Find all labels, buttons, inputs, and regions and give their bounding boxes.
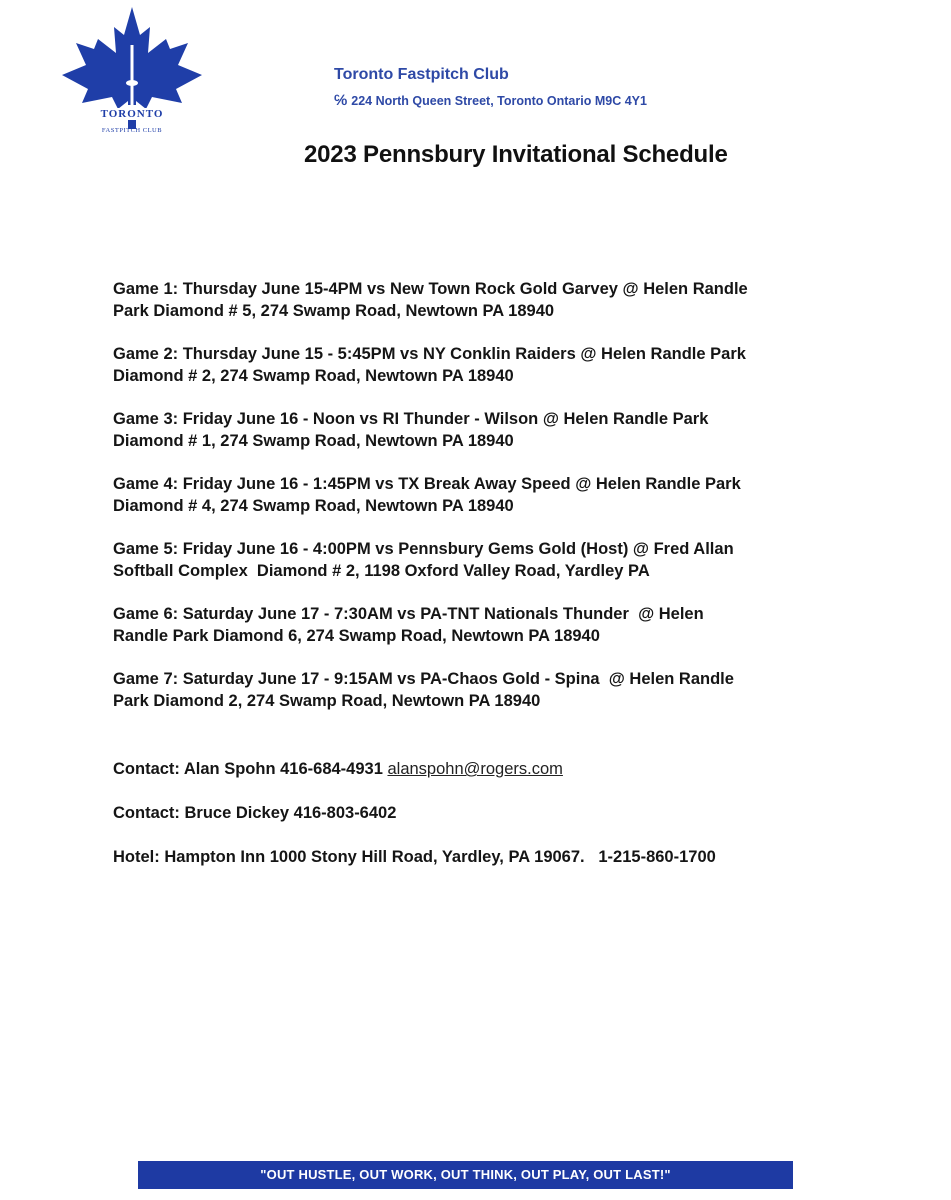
game-schedule-list [113,278,873,733]
contact-text: Contact: Alan Spohn 416-684-4931 [113,760,383,778]
page-title: 2023 Pennsbury Invitational Schedule [304,141,728,168]
logo-text-main: TORONTO [100,108,164,120]
game-line: Game 4: Friday June 16 - 1:45PM vs TX Break Away Speed @ Helen Randle Park [113,475,741,493]
game-entry-7 [113,668,873,712]
game-line: Game 2: Thursday June 15 - 5:45PM vs NY Conklin Raiders @ Helen Randle Park [113,345,746,363]
hotel-phone: 1-215-860-1700 [598,848,716,866]
email-link[interactable]: alanspohn@rogers.com [387,760,563,778]
game-line: Diamond # 1, 274 Swamp Road, Newtown PA 18940 [113,432,514,450]
game-line: Game 5: Friday June 16 - 4:00PM vs Pennsbury Gems Gold (Host) @ Fred Allan [113,540,734,558]
game-line: Game 1: Thursday June 15-4PM vs New Town Rock Gold Garvey @ Helen Randle [113,280,748,298]
hotel-info [113,846,873,868]
game-entry-3 [113,408,873,452]
club-address [334,92,647,109]
club-logo [58,5,206,141]
game-line: Softball Complex Diamond # 2, 1198 Oxford Valley Road, Yardley PA [113,562,650,580]
maple-leaf-tower-icon [58,5,206,141]
hotel-text: Hotel: Hampton Inn 1000 Stony Hill Road, Yardley, PA 19067. [113,848,585,866]
game-line: Game 6: Saturday June 17 - 7:30AM vs PA-TNT Nationals Thunder @ Helen [113,605,704,623]
logo-subtext: FASTPITCH CLUB [101,127,163,134]
motto-banner: "OUT HUSTLE, OUT WORK, OUT THINK, OUT PLAY, OUT LAST!" [138,1161,793,1189]
game-line: Park Diamond # 5, 274 Swamp Road, Newtown PA 18940 [113,302,555,320]
game-line: Game 3: Friday June 16 - Noon vs RI Thunder - Wilson @ Helen Randle Park [113,410,709,428]
contact-bruce-dickey: Contact: Bruce Dickey 416-803-6402 [113,804,397,822]
game-entry-1 [113,278,873,322]
contact-section [113,758,873,890]
club-name: Toronto Fastpitch Club [334,66,509,83]
game-line: Diamond # 4, 274 Swamp Road, Newtown PA 18940 [113,497,514,515]
game-line: Game 7: Saturday June 17 - 9:15AM vs PA-Chaos Gold - Spina @ Helen Randle [113,670,734,688]
care-of-symbol: ℅ [334,92,348,109]
logo-wordmark [58,108,206,120]
game-entry-6 [113,603,873,647]
game-entry-4 [113,473,873,517]
game-entry-5 [113,538,873,582]
club-address-text: 224 North Queen Street, Toronto Ontario M9C 4Y1 [351,94,647,108]
game-line: Diamond # 2, 274 Swamp Road, Newtown PA 18940 [113,367,514,385]
contact-alan-spohn [113,758,873,780]
game-line: Park Diamond 2, 274 Swamp Road, Newtown PA 18940 [113,692,541,710]
game-entry-2 [113,343,873,387]
game-line: Randle Park Diamond 6, 274 Swamp Road, Newtown PA 18940 [113,627,600,645]
